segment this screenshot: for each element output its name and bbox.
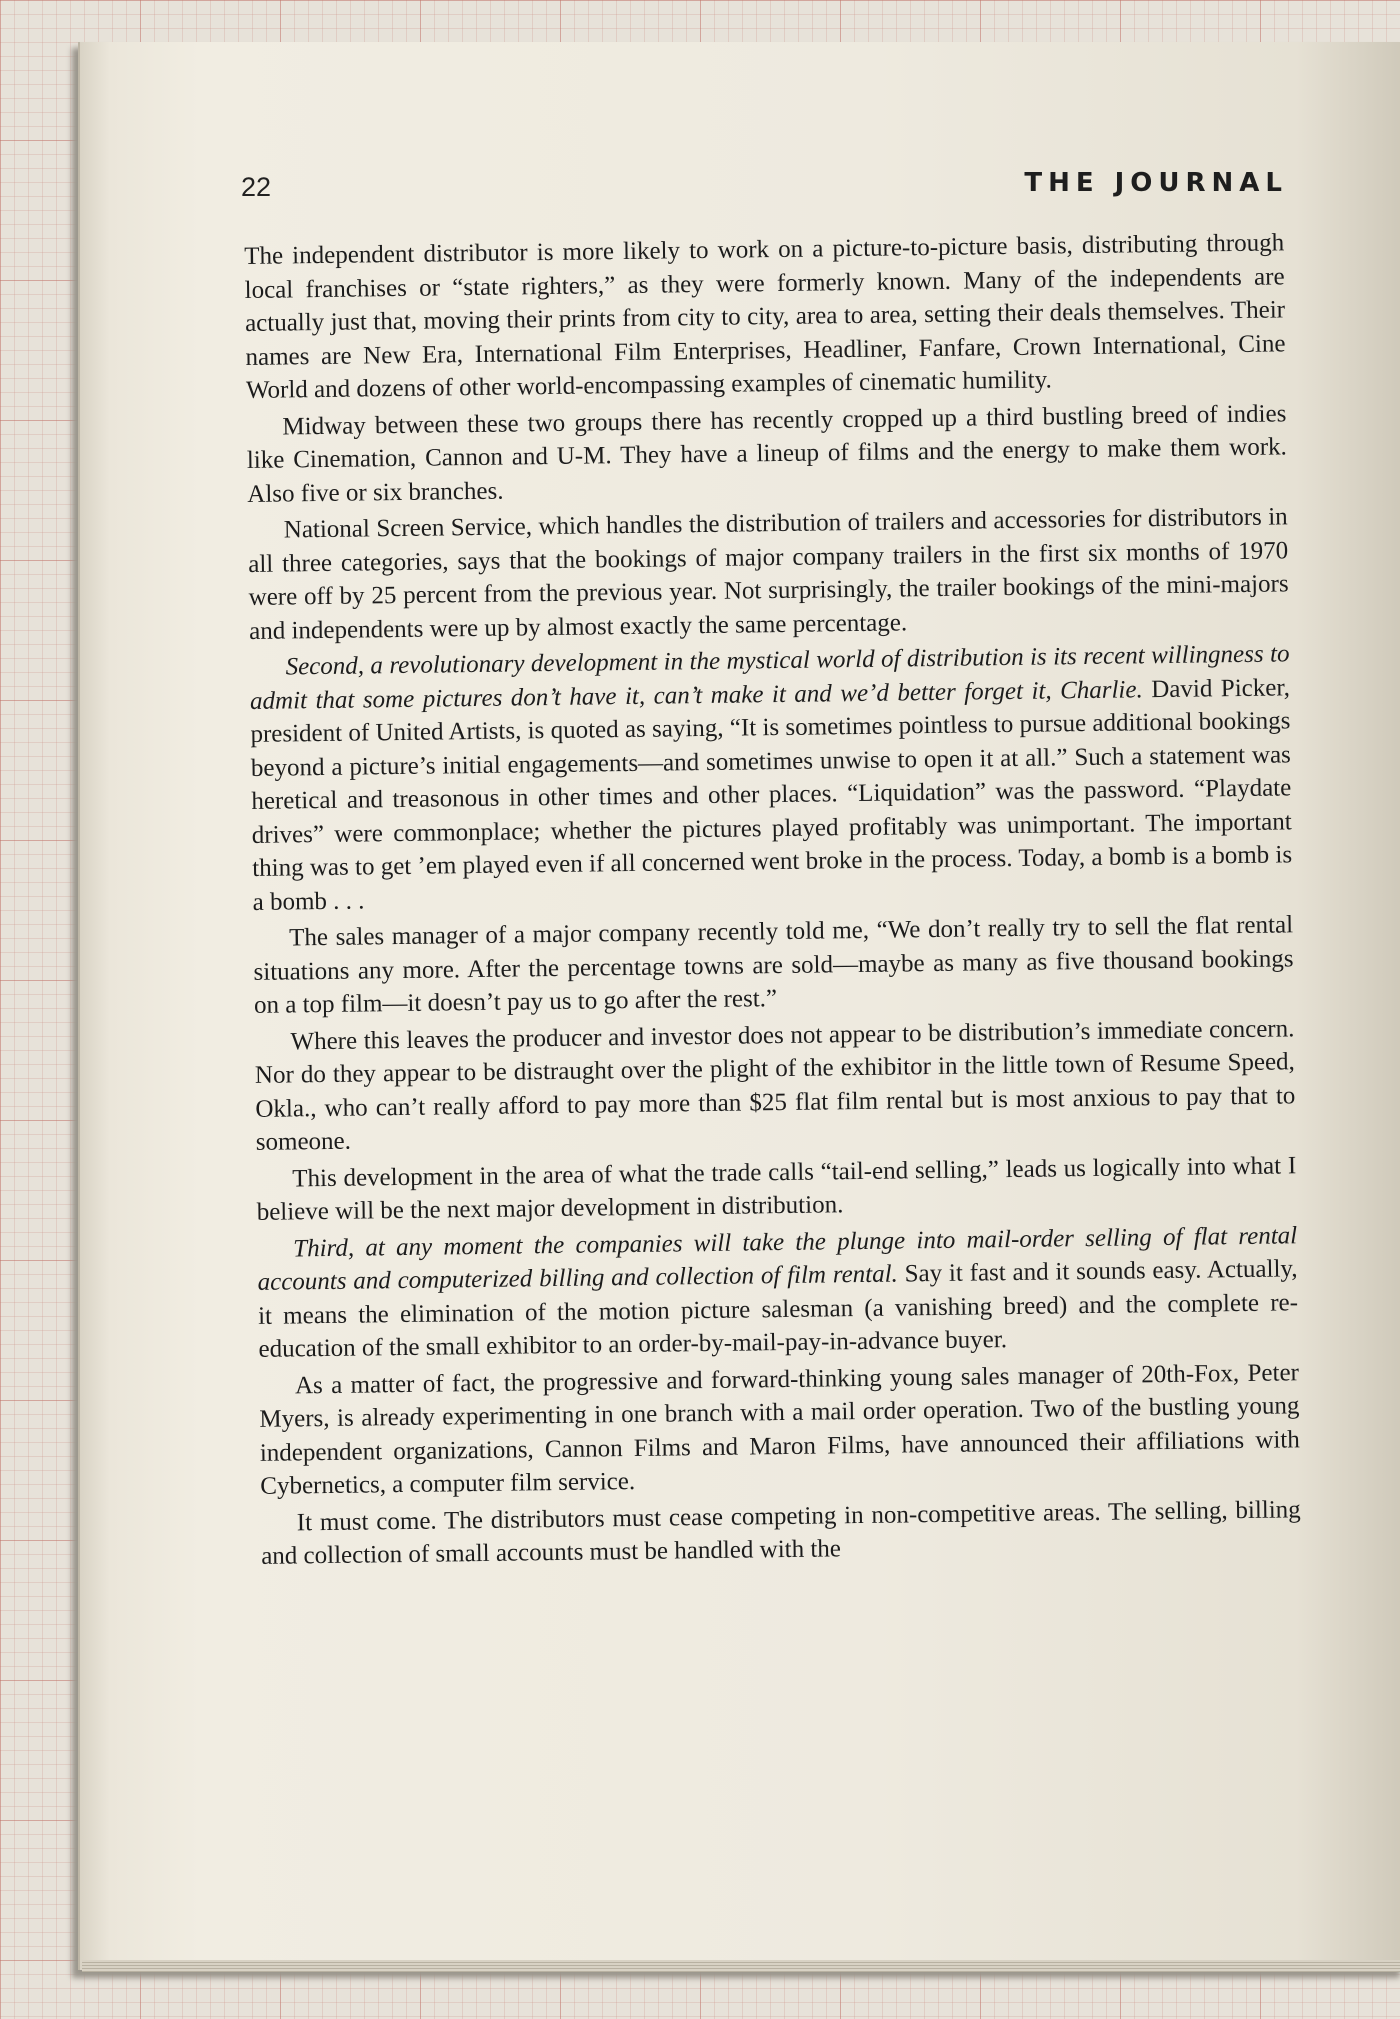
paragraph-lead: Second, a revolutionary development in the mystical world of distribution is its recent willingness to admit that some pictures don’t have it, can’t make it and we’d better forget it, Charlie. <box>249 640 1290 715</box>
running-head <box>168 168 1288 208</box>
paragraph-national-screen <box>248 500 1290 648</box>
paragraph-text: The sales manager of a major company recently told me, “We don’t really try to sell the flat rental situations any more. After the percentage towns are sold—maybe as many as five thousand bookings on a top film—it doesn’t pay us to go after the rest.” <box>253 911 1294 1019</box>
paragraph-it-must-come <box>261 1493 1302 1574</box>
paragraph-text: Say it fast and it sounds easy. Actually, it means the elimination of the motion picture salesman (a vanishing breed) and the complete re-education of the small exhibitor to an order-by-mail-pay-in-advance buyer. <box>257 1255 1299 1363</box>
paragraph-midway <box>246 397 1287 511</box>
paragraph-independent-distributor <box>244 226 1286 407</box>
paragraph-second-development <box>249 637 1292 919</box>
paragraph-lead: Third, at any moment the companies will take the plunge into mail-order selling of flat rental accounts and computerized billing and collection of film rental. <box>257 1221 1298 1296</box>
paragraph-text: As a matter of fact, the progressive and forward-thinking young sales manager of 20th-Fox, Peter Myers, is already experimenting in one branch with a mail order operation. Two of the bustling young independent organizations, Cannon Films and Maron Films, have announced their affiliations with Cybernetics, a computer film service. <box>259 1358 1300 1500</box>
paragraph-text: It must come. The distributors must cease competing in non-competitive areas. The selling, billing and collection of small accounts must be handled with the <box>261 1495 1301 1570</box>
paragraph-sales-manager <box>253 908 1294 1022</box>
paragraph-producer-investor <box>254 1012 1296 1160</box>
paragraph-text: Midway between these two groups there has recently cropped up a third bustling breed of indies like Cinemation, Cannon and U-M. They have a lineup of films and the energy to make them work. Also five or six branches. <box>246 399 1287 508</box>
paragraph-tail-end-selling <box>256 1149 1297 1230</box>
paragraph-third-development <box>257 1219 1299 1367</box>
paragraph-text: The independent distributor is more likely to work on a picture-to-picture basis, distributing through local franchises or “state righters,” as they were formerly known. Many of the independents are actually just that, moving their prints from city to city, area to area, setting their deals themselves. Their names are New Era, International Film Enterprises, Headliner, Fanfare, Crown International, Cine World and dozens of other world-encompassing examples of cinematic humility. <box>244 229 1286 404</box>
article-body <box>244 226 1301 1576</box>
paragraph-text: National Screen Service, which handles the distribution of trailers and accessories for distributors in all three categories, says that the bookings of major company trailers in the first six months of 1970 were off by 25 percent from the previous year. Not surprisingly, the trailer bookings of the mini-majors and independents were up by almost exactly the same percentage. <box>248 503 1289 645</box>
paragraph-text: This development in the area of what the trade calls “tail-end selling,” leads us logically into what I believe will be the next major development in distribution. <box>256 1151 1297 1226</box>
page-number: 22 <box>241 172 272 202</box>
paragraph-text: Where this leaves the producer and investor does not appear to be distribution’s immediate concern. Nor do they appear to be distraught over the plight of the exhibitor in the little town of Resume Speed, Okla., who can’t really afford to pay more than $25 flat film rental but is most anxious to pay that to someone. <box>254 1014 1296 1156</box>
paragraph-matter-of-fact <box>259 1356 1301 1504</box>
paragraph-text: David Picker, president of United Artists, is quoted as saying, “It is sometimes pointless to pursue additional bookings beyond a picture’s initial engagements—and sometimes unwise to open it at all.” Such a statement was heretical and treasonous in other times and other places. “Liquidation” was the password. “Playdate drives” were commonplace; whether the pictures played profitably was unimportant. The important thing was to get ’em played even if all concerned went broke in the process. Today, a bomb is a bomb is a bomb . . . <box>250 673 1293 916</box>
journal-title: THE JOURNAL <box>1024 168 1288 198</box>
page-edges <box>82 1960 1400 1972</box>
